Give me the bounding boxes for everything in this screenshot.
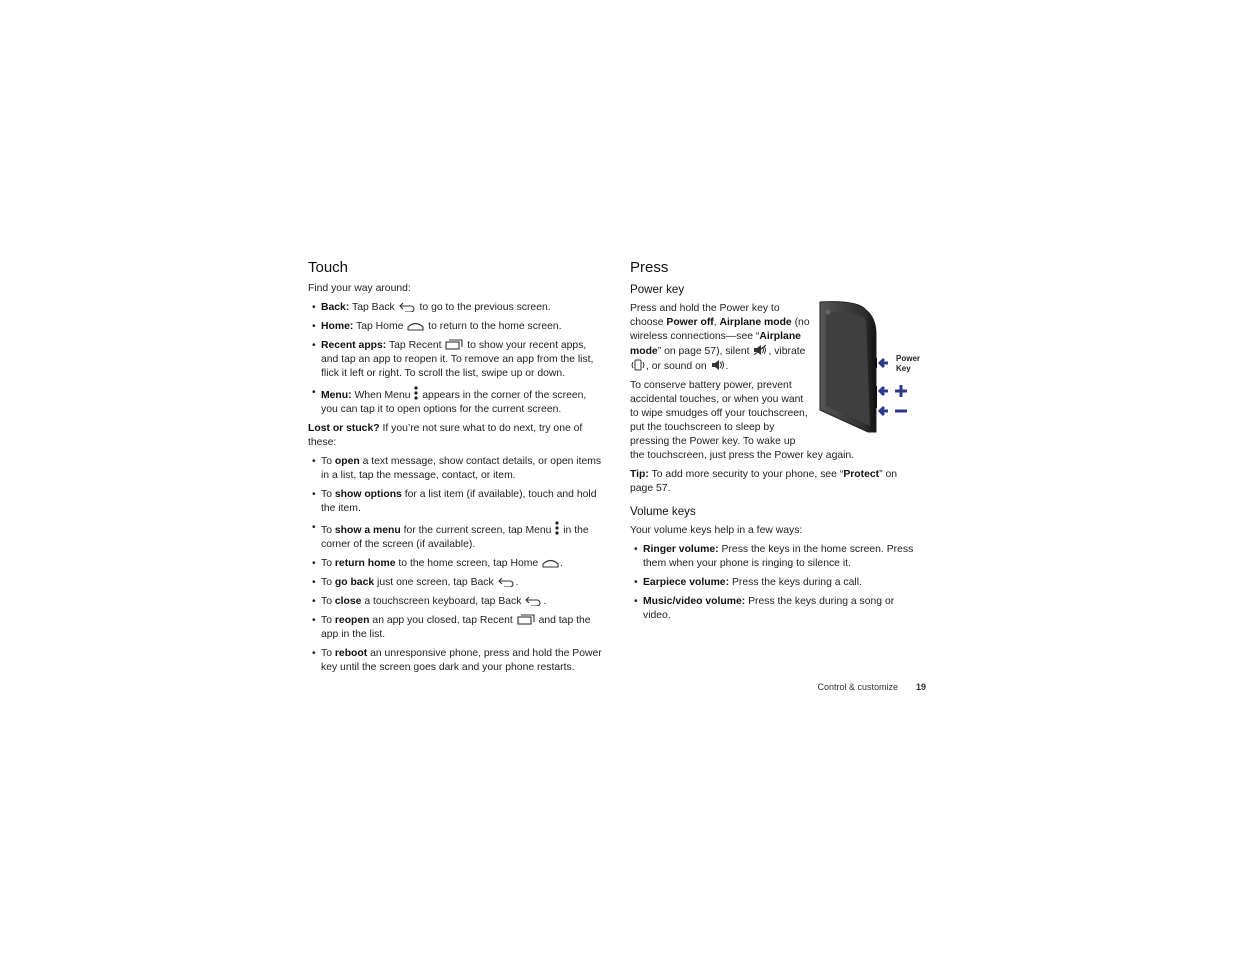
- list-item: • To go back just one screen, tap Back .: [308, 576, 604, 590]
- list-item: • To return home to the home screen, tap Home .: [308, 557, 604, 571]
- list-item: • To reboot an unresponsive phone, press and hold the Power key until the screen goes dark and your phone restarts.: [308, 647, 604, 675]
- home-icon: [542, 558, 559, 568]
- footer-section: Control & customize: [817, 682, 898, 692]
- phone-illustration: [818, 298, 928, 438]
- phone-side-image: [818, 298, 898, 438]
- silent-icon: [753, 344, 767, 356]
- list-item: • Menu: When Menu appears in the corner of the screen, you can tap it to open options for the current screen.: [308, 386, 604, 417]
- page-footer: [780, 682, 926, 692]
- page-number: 19: [915, 682, 926, 692]
- tips-list: [308, 455, 604, 675]
- touch-column: [308, 258, 604, 680]
- power-key-heading: Power key: [630, 283, 685, 296]
- vibrate-icon: [631, 359, 645, 371]
- list-item: • Music/video volume: Press the keys during a song or video.: [630, 595, 920, 623]
- list-item: • To show a menu for the current screen, tap Menu in the corner of the screen (if available).: [308, 521, 604, 552]
- nav-list: [308, 301, 604, 417]
- volume-up-icon: [894, 384, 908, 398]
- list-item: • Ringer volume: Press the keys in the home screen. Press them when your phone is ringing to silence it.: [630, 543, 920, 571]
- recent-apps-icon: [517, 614, 535, 625]
- menu-icon: [414, 386, 418, 400]
- list-item: • To open a text message, show contact details, or open items in a list, tap the message, contact, or item.: [308, 455, 604, 483]
- tip-paragraph: Tip: To add more security to your phone, see “Protect” on page 57.: [630, 469, 898, 494]
- lost-paragraph: Lost or stuck? If you’re not sure what to do next, try one of these:: [308, 423, 583, 448]
- list-item: • Back: Tap Back to go to the previous screen.: [308, 301, 604, 315]
- home-icon: [407, 321, 424, 331]
- list-item: • To reopen an app you closed, tap Recent and tap the app in the list.: [308, 614, 604, 642]
- touch-title: Touch: [308, 259, 349, 276]
- back-icon: [399, 302, 416, 312]
- power-key-paragraph: Press and hold the Power key to choose Power off, Airplane mode (no wireless connections—see “Airplane mode” on page 57), silent , vibrate , or sound on .: [630, 303, 810, 372]
- power-key-label: Power Key: [896, 354, 921, 373]
- volume-intro: Your volume keys help in a few ways:: [630, 525, 803, 536]
- conserve-paragraph: To conserve battery power, prevent accidental touches, or when you want to wipe smudges off your touchscreen, put the touchscreen to sleep by pressing the Power key. To wake up the touchscreen, just press the Power key again.: [630, 380, 855, 461]
- list-item: • To show options for a list item (if available), touch and hold the item.: [308, 488, 604, 516]
- recent-apps-icon: [445, 339, 463, 350]
- back-icon: [498, 577, 515, 587]
- press-column: [630, 258, 920, 628]
- volume-down-icon: [894, 404, 908, 418]
- press-title: Press: [630, 259, 669, 276]
- back-icon: [525, 596, 542, 606]
- list-item: • Recent apps: Tap Recent to show your recent apps, and tap an app to reopen it. To remove an app from the list, flick it left or right. To scroll the list, swipe up or down.: [308, 339, 604, 381]
- list-item: • Home: Tap Home to return to the home screen.: [308, 320, 604, 334]
- sound-on-icon: [711, 359, 725, 371]
- camera-icon: [826, 310, 831, 315]
- volume-list: [630, 543, 920, 623]
- menu-icon: [555, 521, 559, 535]
- touch-intro: Find your way around:: [308, 283, 411, 294]
- volume-keys-heading: Volume keys: [630, 505, 696, 518]
- list-item: • Earpiece volume: Press the keys during a call.: [630, 576, 920, 590]
- list-item: • To close a touchscreen keyboard, tap Back .: [308, 595, 604, 609]
